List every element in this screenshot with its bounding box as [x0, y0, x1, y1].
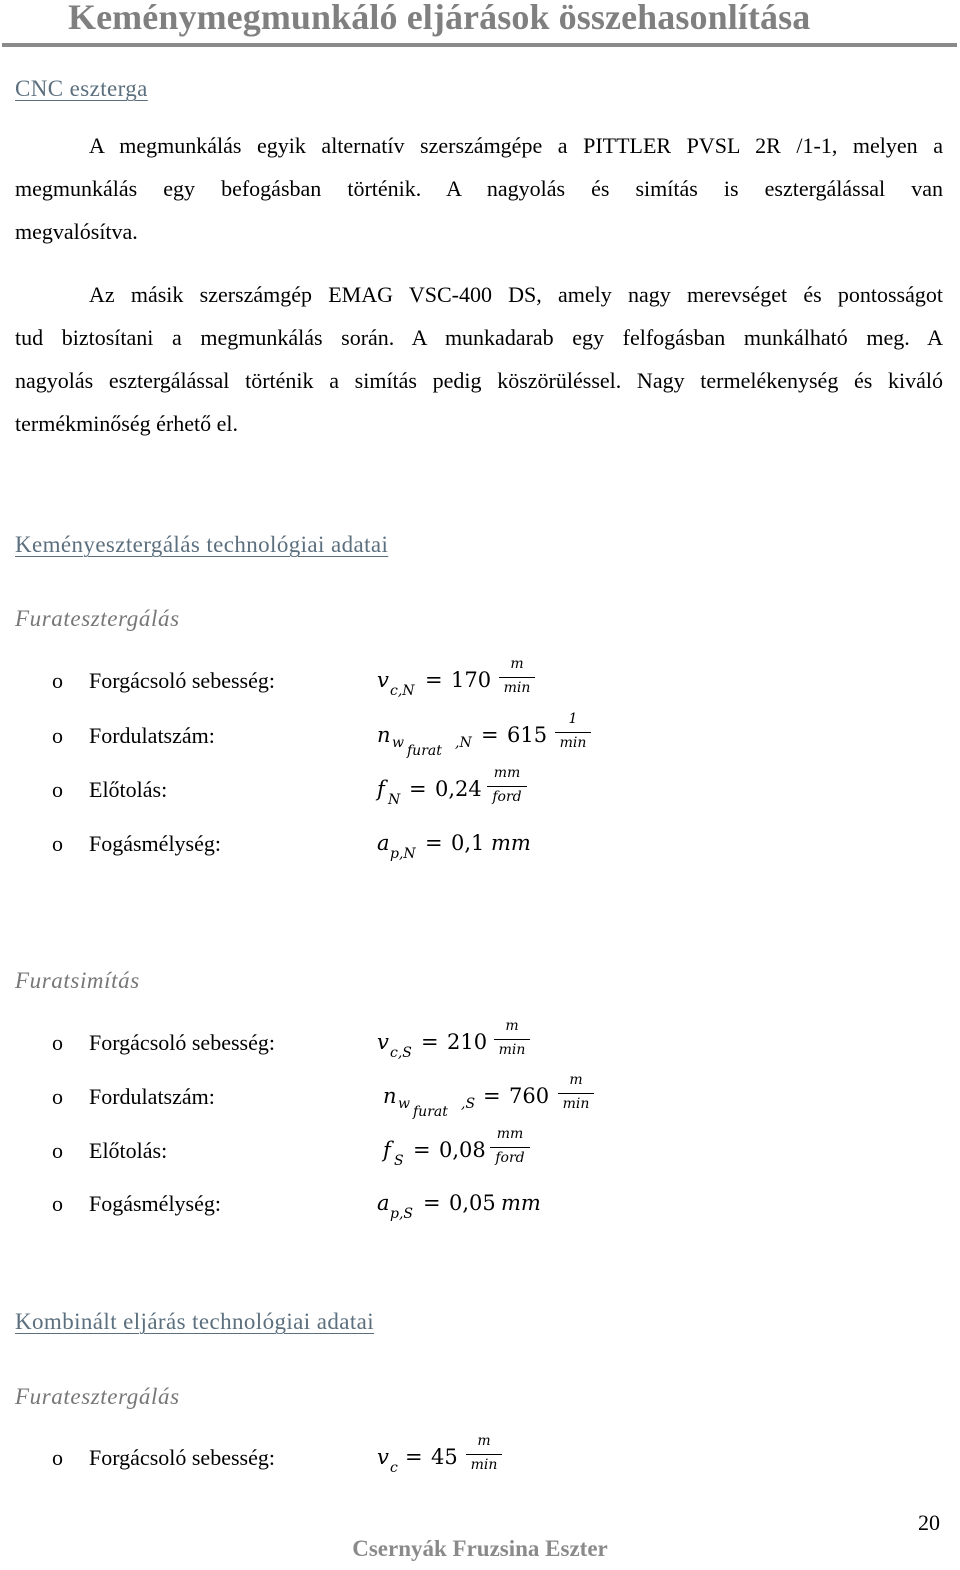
- param-feed: o Előtolás: f S = 0,08 mm ford: [0, 1138, 960, 1188]
- paragraph-line: megmunkálás egy befogásban történik. A nagyolás és simítás is esztergálással van: [15, 176, 943, 201]
- param-label: Fogásmélység:: [89, 1191, 221, 1216]
- formula-unit-numerator: m: [477, 1433, 491, 1449]
- formula-unit-numerator: m: [510, 656, 524, 672]
- param-label: Fogásmélység:: [89, 831, 221, 856]
- param-spindle-speed: o Fordulatszám: n w furat ,N = 615 1 min: [0, 723, 960, 773]
- formula-subsubscript: furat: [407, 743, 442, 759]
- formula-subscript: S: [394, 1153, 404, 1169]
- paragraph-emag: [15, 273, 943, 445]
- fraction-bar: [494, 1039, 530, 1040]
- subheading-bore-turning-combined: Furatesztergálás: [15, 1384, 180, 1409]
- subheading-bore-finishing: Furatsimítás: [15, 968, 140, 993]
- paragraph-line: nagyolás esztergálással történik a simítás pedig köszörüléssel. Nagy termelékenység és kiváló: [15, 368, 943, 393]
- formula-unit-denominator: ford: [492, 789, 522, 805]
- formula-unit-numerator: m: [505, 1018, 519, 1034]
- formula-symbol: v: [377, 1445, 389, 1469]
- bullet: o: [52, 1445, 63, 1470]
- param-label: Forgácsoló sebesség:: [89, 668, 275, 693]
- param-cutting-speed: o Forgácsoló sebesség: v c,N = 170 m min: [0, 668, 960, 718]
- formula-symbol: a: [377, 1191, 390, 1215]
- param-depth-of-cut: o Fogásmélység: a p,N = 0,1 mm: [52, 831, 531, 862]
- fraction-bar: [555, 732, 591, 733]
- formula-subscript: N: [388, 792, 401, 808]
- footer-author: Csernyák Fruzsina Eszter: [352, 1536, 608, 1561]
- fraction-bar: [487, 786, 527, 787]
- param-cutting-speed: o Forgácsoló sebesség: v c,S = 210 m min: [0, 1030, 960, 1080]
- param-label: Előtolás:: [89, 1138, 168, 1163]
- bullet: o: [52, 831, 63, 856]
- param-label: Fordulatszám:: [89, 723, 215, 748]
- formula-subscript-tail: ,N: [455, 735, 472, 751]
- param-feed: o Előtolás: f N = 0,24 mm ford: [0, 777, 960, 827]
- formula-unit-denominator: min: [503, 680, 531, 696]
- formula-unit-denominator: min: [498, 1042, 526, 1058]
- formula-subscript: p,N: [390, 846, 416, 862]
- formula-unit-numerator: mm: [493, 765, 521, 781]
- formula-unit: mm: [491, 831, 531, 855]
- bullet: o: [52, 1138, 63, 1163]
- fraction-bar: [558, 1093, 594, 1094]
- formula-subscript: c,N: [390, 683, 415, 699]
- paragraph-pittler: [15, 124, 943, 253]
- formula-symbol: f: [383, 1138, 391, 1162]
- formula-subscript: p,S: [390, 1206, 414, 1222]
- formula-value: 0,24: [435, 777, 482, 801]
- subheading-bore-turning: Furatesztergálás: [15, 606, 180, 631]
- formula-subscript: w: [392, 735, 404, 751]
- formula-subscript-tail: ,S: [461, 1096, 476, 1112]
- bullet: o: [52, 668, 63, 693]
- bullet: o: [52, 723, 63, 748]
- param-label: Fordulatszám:: [89, 1084, 215, 1109]
- fraction-bar: [466, 1454, 502, 1455]
- formula-unit: mm: [501, 1191, 541, 1215]
- formula-subsubscript: furat: [413, 1104, 448, 1120]
- bullet: o: [52, 1030, 63, 1055]
- formula-subscript: c,S: [390, 1045, 412, 1061]
- formula-unit-denominator: ford: [495, 1150, 525, 1166]
- paragraph-line: tud biztosítani a megmunkálás során. A munkadarab egy felfogásban munkálható meg. A: [15, 325, 943, 350]
- formula-symbol: v: [377, 1030, 389, 1054]
- formula-subscript: w: [398, 1096, 410, 1112]
- formula-value: 615: [507, 723, 548, 747]
- formula-unit-denominator: min: [562, 1096, 590, 1112]
- bullet: o: [52, 1084, 63, 1109]
- page-header: [0, 0, 960, 48]
- paragraph-line: termékminőség érhető el.: [15, 411, 238, 436]
- formula-value: 45: [431, 1445, 458, 1469]
- param-label: Forgácsoló sebesség:: [89, 1445, 275, 1470]
- formula-value: 0,08: [439, 1138, 486, 1162]
- section-heading-hard-turning: Keményesztergálás technológiai adatai: [15, 532, 389, 557]
- param-cutting-speed: o Forgácsoló sebesség: v c = 45 m min: [0, 1445, 960, 1495]
- formula-unit-numerator: 1: [568, 711, 578, 727]
- formula-symbol: f: [377, 777, 385, 801]
- formula-unit-denominator: min: [559, 735, 587, 751]
- formula-symbol: v: [377, 668, 389, 692]
- formula-symbol: a: [377, 831, 390, 855]
- paragraph-line: A megmunkálás egyik alternatív szerszámgépe a PITTLER PVSL 2R /1-1, melyen a: [89, 133, 943, 158]
- formula-unit-numerator: mm: [496, 1126, 524, 1142]
- fraction-bar: [490, 1147, 530, 1148]
- formula-value: 0,1: [451, 831, 485, 855]
- header-rule: [2, 43, 957, 47]
- formula-value: 0,05: [449, 1191, 496, 1215]
- param-label: Előtolás:: [89, 777, 168, 802]
- page-number: 20: [918, 1510, 940, 1535]
- paragraph-line: megvalósítva.: [15, 219, 138, 244]
- param-spindle-speed: o Fordulatszám: n w furat ,S = 760 m min: [0, 1084, 960, 1134]
- section-heading-cnc: CNC eszterga: [15, 76, 148, 101]
- formula-value: 210: [447, 1030, 488, 1054]
- section-heading-combined: Kombinált eljárás technológiai adatai: [15, 1309, 375, 1334]
- formula-unit-denominator: min: [470, 1457, 498, 1473]
- formula-subscript: c: [390, 1460, 398, 1476]
- paragraph-line: Az másik szerszámgép EMAG VSC-400 DS, amely nagy merevséget és pontosságot: [89, 282, 943, 307]
- bullet: o: [52, 777, 63, 802]
- param-label: Forgácsoló sebesség:: [89, 1030, 275, 1055]
- page-title: Keménymegmunkáló eljárások összehasonlítása: [68, 0, 811, 37]
- fraction-bar: [499, 677, 535, 678]
- param-depth-of-cut: o Fogásmélység: a p,S = 0,05 mm: [52, 1191, 541, 1222]
- formula-unit-numerator: m: [569, 1072, 583, 1088]
- formula-value: 170: [451, 668, 492, 692]
- formula-symbol: n: [377, 723, 391, 747]
- formula-symbol: n: [383, 1084, 397, 1108]
- formula-value: 760: [509, 1084, 550, 1108]
- bullet: o: [52, 1191, 63, 1216]
